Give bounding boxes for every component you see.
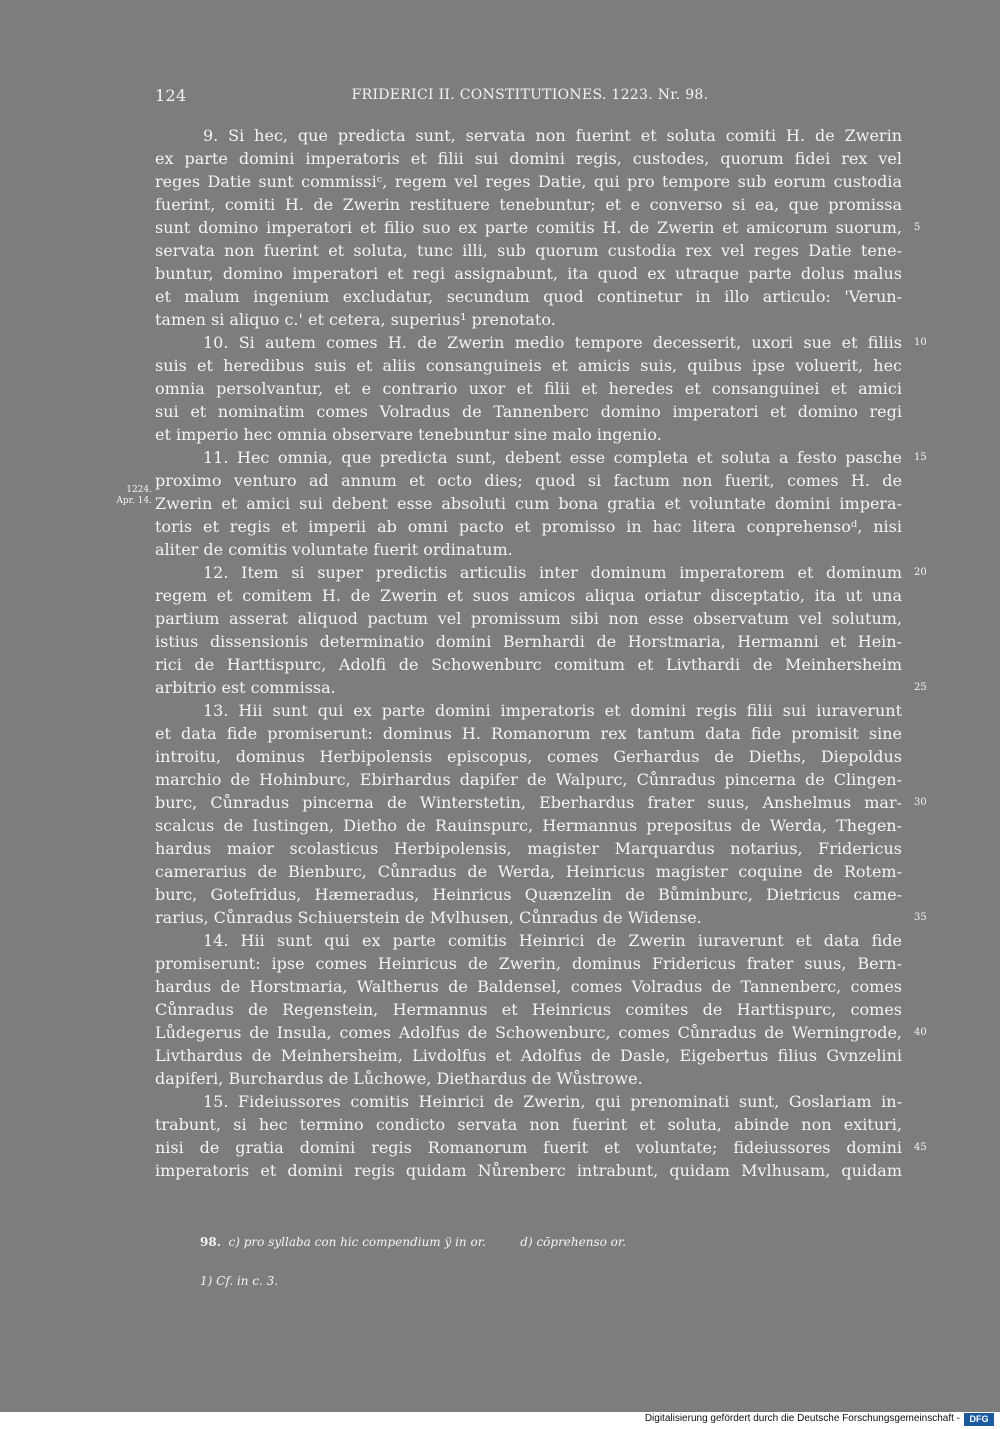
line-number: 15 <box>914 452 927 463</box>
text-line: partium asserat aliquod pactum vel promissum sibi non esse observatum vel solutum, <box>155 609 902 628</box>
text-line: rarius, Cůnradus Schiuerstein de Mvlhusen, Cůnradus de Widense. <box>155 908 702 927</box>
text-line: camerarius de Bienburc, Cůnradus de Werda, Heinricus magister coquine de Rotem- <box>155 862 902 881</box>
text-line: sui et nominatim comes Volradus de Tannenberc domino imperatori et domino regi <box>155 402 902 421</box>
textual-footnotes <box>200 1234 626 1250</box>
line-number: 35 <box>914 912 927 923</box>
line-number: 45 <box>914 1142 927 1153</box>
text-line: ex parte domini imperatoris et filii sui domini regis, custodes, quorum fidei rex vel <box>155 149 902 168</box>
margin-note-date: Apr. 14. <box>116 496 152 506</box>
text-line: burc, Gotefridus, Hæmeradus, Heinricus Quænzelin de Bůminburc, Dietricus came- <box>155 885 902 904</box>
text-line: Zwerin et amici sui debent esse absoluti cum bona gratia et voluntate domini impera- <box>155 494 902 513</box>
line-number: 10 <box>914 337 927 348</box>
text-line: arbitrio est commissa. <box>155 678 336 697</box>
text-line: Livthardus de Meinhersheim, Livdolfus et Adolfus de Dasle, Eigebertus filius Gvnzelini <box>155 1046 902 1065</box>
text-line: 10. Si autem comes H. de Zwerin medio tempore decesserit, uxori sue et filiis <box>203 333 902 352</box>
text-line: proximo venturo ad annum et octo dies; quod si factum non fuerit, comes H. de <box>155 471 902 490</box>
margin-note <box>104 485 152 507</box>
text-line: burc, Cůnradus pincerna de Winterstetin, Eberhardus frater suus, Anshelmus mar- <box>155 793 902 812</box>
text-line: omnia persolvantur, et e contrario uxor et filii et heredes et consanguinei et amici <box>155 379 902 398</box>
footnote-1: 1) Cf. in c. 3. <box>200 1274 279 1288</box>
text-line: reges Datie sunt commissiᶜ, regem vel reges Datie, qui pro tempore sub eorum custodia <box>155 172 902 191</box>
line-number: 40 <box>914 1027 927 1038</box>
text-line: 14. Hii sunt qui ex parte comitis Heinrici de Zwerin iuraverunt et data fide <box>203 931 902 950</box>
footer-credit: Digitalisierung gefördert durch die Deutsche Forschungsgemeinschaft - <box>644 1413 960 1424</box>
text-line: aliter de comitis voluntate fuerit ordinatum. <box>155 540 513 559</box>
text-line: 13. Hii sunt qui ex parte domini imperatoris et domini regis filii sui iuraverunt <box>203 701 902 720</box>
line-number: 25 <box>914 682 927 693</box>
text-line: 15. Fideiussores comitis Heinrici de Zwerin, qui prenominati sunt, Goslariam in- <box>203 1092 902 1111</box>
line-number: 5 <box>914 222 921 233</box>
text-line: trabunt, si hec termino condicto servata non fuerint et soluta, abinde non exituri, <box>155 1115 902 1134</box>
text-line: Lůdegerus de Insula, comes Adolfus de Schowenburc, comes Cůnradus de Werningrode, <box>155 1023 902 1042</box>
text-line: marchio de Hohinburc, Ebirhardus dapifer de Walpurc, Cůnradus pincerna de Clingen- <box>155 770 902 789</box>
line-number: 30 <box>914 797 927 808</box>
text-line: et malum ingenium excludatur, secundum quod continetur in illo articulo: 'Verun- <box>155 287 902 306</box>
text-line: et data fide promiserunt: dominus H. Romanorum rex tantum data fide promisit sine <box>155 724 902 743</box>
text-line: rici de Harttispurc, Adolfi de Schowenburc comitum et Livthardi de Meinhersheim <box>155 655 902 674</box>
text-line: buntur, domino imperatori et regi assignabunt, ita quod ex utraque parte dolus malus <box>155 264 902 283</box>
text-line: 9. Si hec, que predicta sunt, servata non fuerint et soluta comiti H. de Zwerin <box>203 126 902 145</box>
footnote-d: d) cōprehenso or. <box>520 1235 627 1249</box>
running-title: FRIDERICI II. CONSTITUTIONES. 1223. Nr. 98. <box>351 87 709 103</box>
text-line: toris et regis et imperii ab omni pacto et promisso in hac litera conprehensoᵈ, nisi <box>155 517 902 536</box>
line-number: 20 <box>914 567 927 578</box>
text-line: et imperio hec omnia observare tenebuntur sine malo ingenio. <box>155 425 662 444</box>
text-line: scalcus de Iustingen, Dietho de Rauinspurc, Hermannus prepositus de Werda, Thegen- <box>155 816 902 835</box>
text-line: dapiferi, Burchardus de Lůchowe, Diethardus de Wůstrowe. <box>155 1069 643 1088</box>
text-line: sunt domino imperatori et filio suo ex parte comitis H. de Zwerin et amicorum suorum, <box>155 218 902 237</box>
text-line: Cůnradus de Regenstein, Hermannus et Heinricus comites de Harttispurc, comes <box>155 1000 902 1019</box>
text-line: nisi de gratia domini regis Romanorum fuerit et voluntate; fideiussores domini <box>155 1138 902 1157</box>
text-line: fuerint, comiti H. de Zwerin restituere tenebuntur; et e converso si ea, que promissa <box>155 195 902 214</box>
text-line: servata non fuerint et soluta, tunc illi, sub quorum custodia rex vel reges Datie tene- <box>155 241 902 260</box>
text-line: suis et heredibus suis et aliis consanguineis et amicis suis, quibus ipse voluerit, hec <box>155 356 902 375</box>
text-line: tamen si aliquo c.' et cetera, superius¹ prenotato. <box>155 310 556 329</box>
text-line: istius dissensionis determinatio domini Bernhardi de Horstmaria, Hermanni et Hein- <box>155 632 902 651</box>
margin-note-year: 1224. <box>126 485 152 495</box>
text-line: 12. Item si super predictis articulis inter dominum imperatorem et dominum <box>203 563 902 582</box>
text-line: promiserunt: ipse comes Heinricus de Zwerin, dominus Fridericus frater suus, Bern- <box>155 954 902 973</box>
digitization-footer <box>0 1412 1000 1429</box>
text-line: imperatoris et domini regis quidam Nůrenberc intrabunt, quidam Mvlhusam, quidam <box>155 1161 902 1180</box>
text-line: hardus de Horstmaria, Waltherus de Baldensel, comes Volradus de Tannenberc, comes <box>155 977 902 996</box>
dfg-logo: DFG <box>964 1413 994 1426</box>
footnote-document-number: 98. <box>200 1235 221 1249</box>
text-line: hardus maior scolasticus Herbipolensis, magister Marquardus notarius, Fridericus <box>155 839 902 858</box>
text-line: introitu, dominus Herbipolensis episcopus, comes Gerhardus de Dieths, Diepoldus <box>155 747 902 766</box>
page-number: 124 <box>155 86 187 105</box>
footnote-c: c) pro syllaba con hic compendium ÿ in or. <box>228 1235 486 1249</box>
running-header <box>155 86 905 108</box>
text-line: 11. Hec omnia, que predicta sunt, debent esse completa et soluta a festo pasche <box>203 448 902 467</box>
text-line: regem et comitem H. de Zwerin et suos amicos aliqua oriatur disceptatio, ita ut una <box>155 586 902 605</box>
